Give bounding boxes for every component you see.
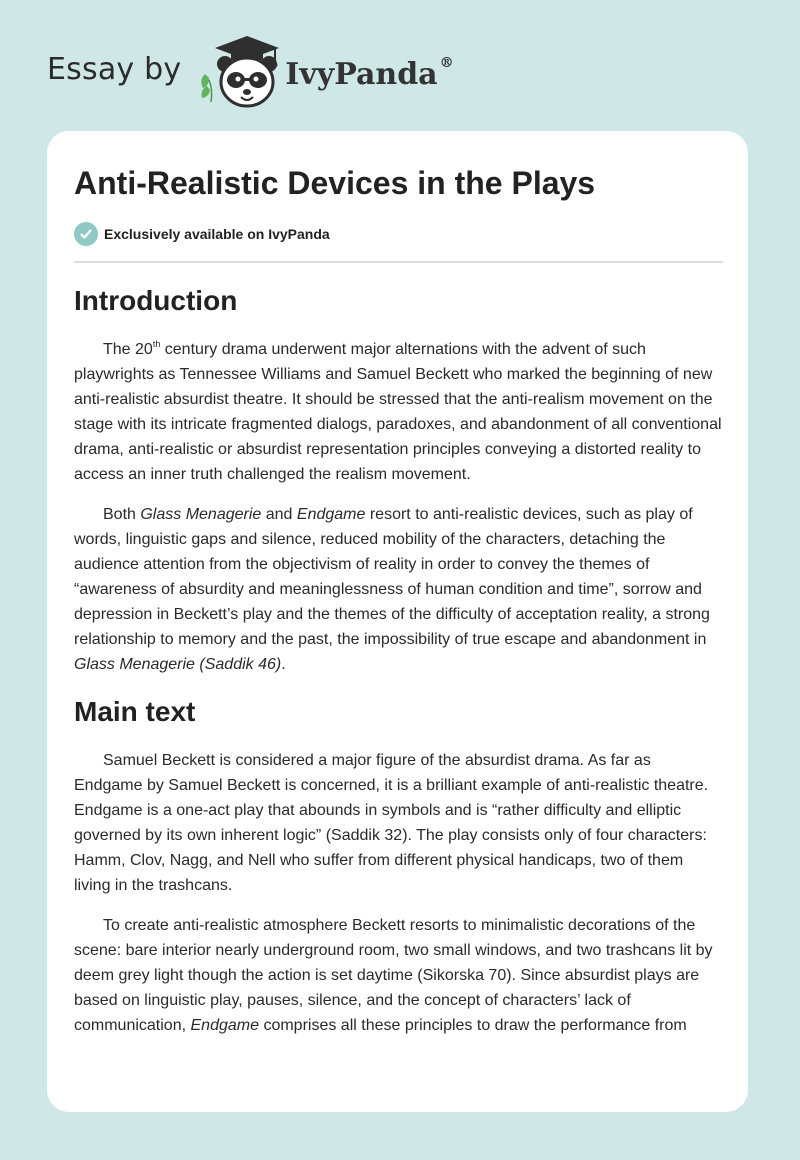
exclusive-badge: [74, 222, 330, 246]
essay-title: Anti-Realistic Devices in the Plays: [74, 165, 596, 201]
paragraph-3: Samuel Beckett is considered a major figure of the absurdist drama. As far as Endgame by Samuel Beckett is concerned, it is a brilliant example of anti-realistic theatre. Endgame is a one-act play that abounds in symbols and is “rather difficulty and elliptic governed by its own inherent logic” (Saddik 32). The play consists only of four characters: Hamm, Clov, Nagg, and Nell who suffer from different physical handicaps, two of them living in the trashcans.: [74, 752, 709, 894]
site-header: [47, 34, 454, 110]
paragraph-1: The 20th century drama underwent major alternations with the advent of such playwrights as Tennessee Williams and Samuel Beckett who marked the beginning of new anti-realistic absurdist theatre. It should be stressed that the anti-realism movement on the stage with its intricate fragmented dialogs, paradoxes, and abandonment of all conventional drama, anti-realistic or absurdist representation principles conveying a distorted reality to access an inner truth challenged the realism movement.: [74, 339, 722, 483]
paragraph-2: Both Glass Menagerie and Endgame resort to anti-realistic devices, such as play of words, linguistic gaps and silence, reduced mobility of the characters, detaching the audience attention from the objectivism of reality in order to convey the themes of “awareness of absurdity and meaninglessness of human condition and time”, sorrow and depression in Beckett’s play and the themes of the difficulty of acceptation reality, a strong relationship to memory and the past, the impossibility of true escape and abandonment in Glass Menagerie (Saddik 46).: [74, 506, 710, 673]
paragraph-4: To create anti-realistic atmosphere Beckett resorts to minimalistic decorations of the scene: bare interior nearly underground room, two small windows, and two trashcans lit by deem grey light though the action is set daytime (Sikorska 70). Since absurdist plays are based on linguistic play, pauses, silence, and the concept of characters’ lack of communication, Endgame comprises all these principles to draw the performance from: [74, 917, 713, 1034]
section-heading-main-text: Main text: [74, 696, 196, 727]
essay-body: [74, 281, 723, 1053]
essay-by-label: Essay by: [47, 51, 182, 87]
brand-name[interactable]: IvyPanda ®: [285, 54, 454, 92]
exclusive-badge-label: Exclusively available on IvyPanda: [104, 226, 330, 242]
essay-card: [47, 131, 748, 1112]
panda-graduate-icon: [195, 34, 283, 110]
registered-mark: ®: [439, 54, 454, 71]
section-heading-introduction: Introduction: [74, 285, 238, 316]
title-divider: [74, 261, 723, 263]
check-circle-icon: [74, 222, 98, 246]
